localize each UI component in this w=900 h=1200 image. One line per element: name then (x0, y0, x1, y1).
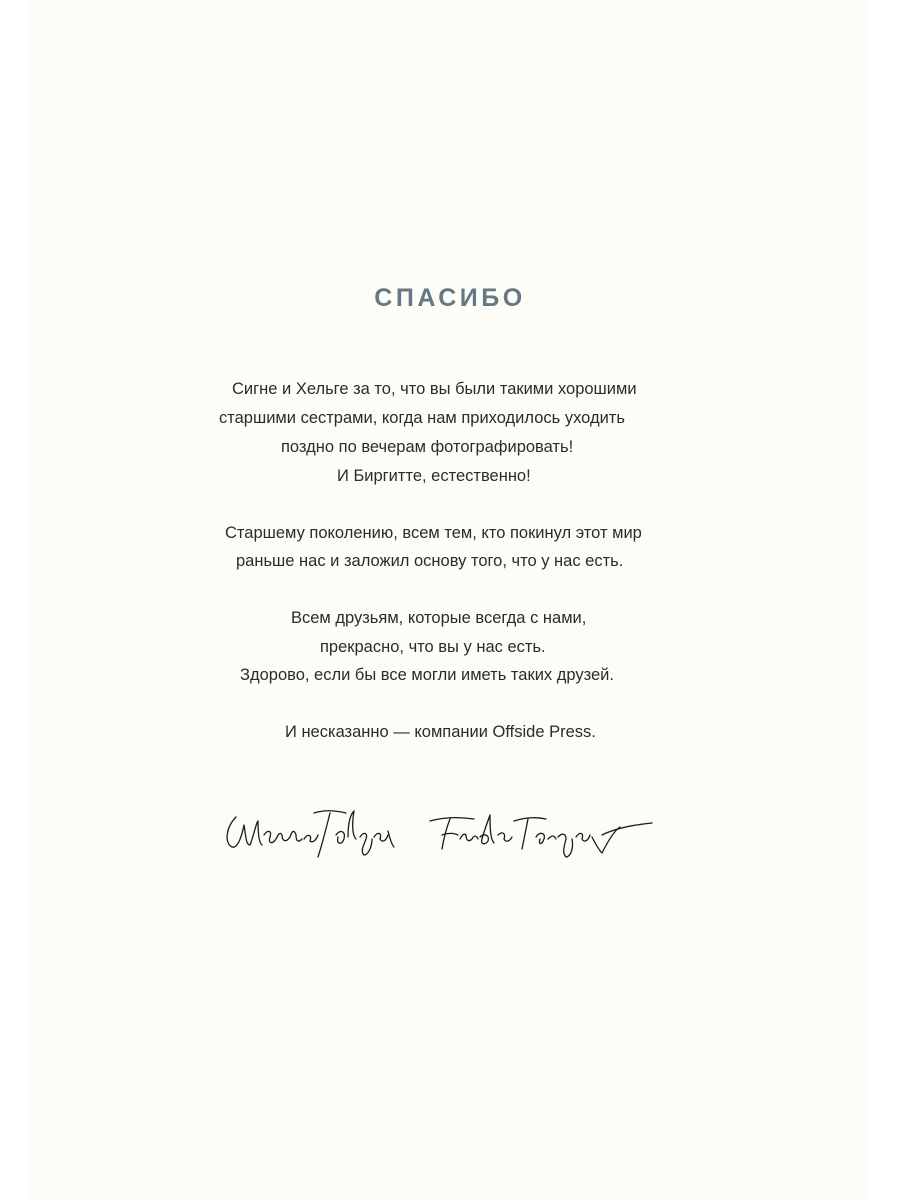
text-line: Здорово, если бы все могли иметь таких друзей. (240, 666, 614, 684)
text-line: И Биргитте, естественно! (337, 467, 531, 485)
signatures (222, 795, 662, 870)
signature-image (430, 815, 652, 857)
text-line: старшими сестрами, когда нам приходилось уходить (219, 409, 625, 427)
page (30, 0, 870, 1200)
text-line: И несказанно — компании Offside Press. (285, 723, 596, 741)
signature-image (227, 811, 394, 857)
text-line: прекрасно, что вы у нас есть. (320, 638, 546, 656)
page-title: СПАСИБО (374, 284, 526, 312)
text-line: поздно по вечерам фотографировать! (281, 438, 574, 456)
text-line: Старшему поколению, всем тем, кто покинул этот мир (225, 524, 642, 542)
text-line: Сигне и Хельге за то, что вы были такими хорошими (232, 380, 637, 398)
text-line: раньше нас и заложил основу того, что у нас есть. (236, 552, 624, 570)
text-line: Всем друзьям, которые всегда с нами, (291, 609, 587, 627)
